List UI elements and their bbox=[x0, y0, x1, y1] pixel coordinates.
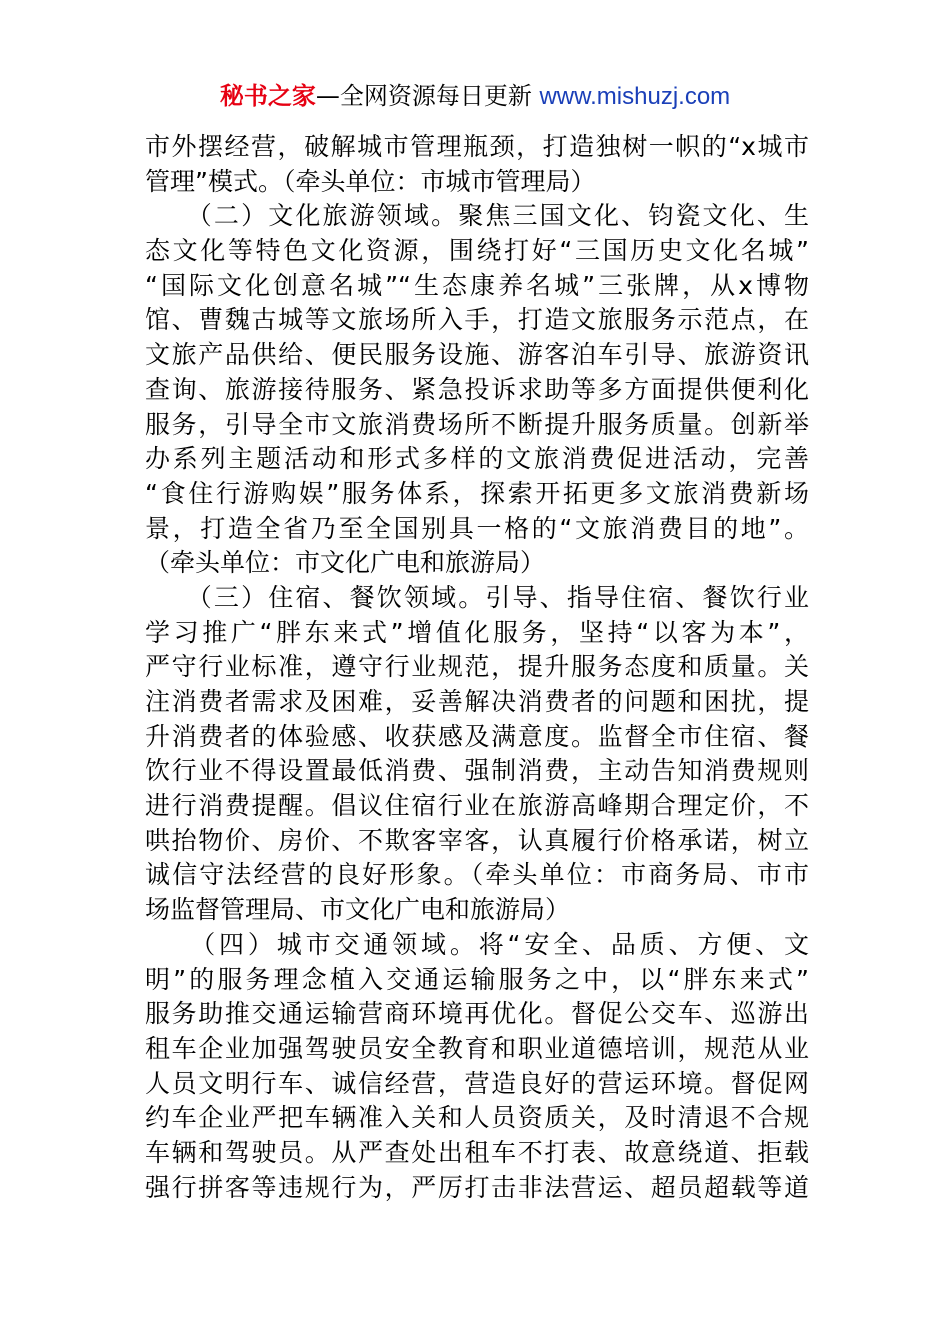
text-line: 景，打造全省乃至全国别具一格的“文旅消费目的地”。 bbox=[145, 513, 809, 543]
brand-name: 秘书之家 bbox=[219, 82, 316, 110]
text-line: 严守行业标准，遵守行业规范，提升服务态度和质量。关 bbox=[145, 652, 809, 682]
text-line: 强行拼客等违规行为，严厉打击非法营运、超员超载等道 bbox=[145, 1172, 809, 1202]
text-line: 注消费者需求及困难，妥善解决消费者的问题和困扰，提 bbox=[145, 687, 809, 716]
text-line: （二）文化旅游领域。聚焦三国文化、钧瓷文化、生 bbox=[145, 201, 809, 231]
text-line: 约车企业严把车辆准入关和人员资质关，及时清退不合规 bbox=[145, 1103, 809, 1133]
text-line: 管理”模式。（牵头单位：市城市管理局） bbox=[145, 166, 596, 196]
text-line: 诚信守法经营的良好形象。（牵头单位：市商务局、市市 bbox=[145, 860, 809, 890]
text-line: 学习推广“胖东来式”增值化服务，坚持“以客为本”， bbox=[145, 617, 809, 647]
text-line: 态文化等特色文化资源，围绕打好“三国历史文化名城” bbox=[145, 236, 809, 266]
header-tagline: —全网资源每日更新 bbox=[315, 82, 540, 110]
text-line: 哄抬物价、房价、不欺客宰客，认真履行价格承诺，树立 bbox=[145, 825, 809, 855]
site-link[interactable]: www.mishuzj.com bbox=[539, 83, 731, 110]
text-line: 查询、旅游接待服务、紧急投诉求助等多方面提供便利化 bbox=[145, 374, 809, 404]
text-line: （牵头单位：市文化广电和旅游局） bbox=[145, 548, 546, 578]
text-line: 进行消费提醒。倡议住宿行业在旅游高峰期合理定价，不 bbox=[145, 791, 809, 821]
text-line: （三）住宿、餐饮领域。引导、指导住宿、餐饮行业 bbox=[145, 582, 809, 612]
document-body bbox=[145, 130, 809, 1205]
text-line: 办系列主题活动和形式多样的文旅消费促进活动，完善 bbox=[145, 444, 809, 474]
text-line: 场监督管理局、市文化广电和旅游局） bbox=[145, 895, 571, 925]
text-line: 文旅产品供给、便民服务设施、游客泊车引导、旅游资讯 bbox=[145, 340, 809, 370]
text-line: 市外摆经营，破解城市管理瓶颈，打造独树一帜的“x城市 bbox=[145, 132, 809, 161]
text-line: 服务，引导全市文旅消费场所不断提升服务质量。创新举 bbox=[145, 409, 809, 439]
text-line: “国际文化创意名城”“生态康养名城”三张牌，从x博物 bbox=[145, 270, 809, 300]
text-line: 明”的服务理念植入交通运输服务之中，以“胖东来式” bbox=[145, 964, 809, 994]
text-line: 车辆和驾驶员。从严查处出租车不打表、故意绕道、拒载 bbox=[145, 1137, 809, 1167]
text-line: 服务助推交通运输营商环境再优化。督促公交车、巡游出 bbox=[145, 999, 809, 1029]
text-line: “食住行游购娱”服务体系，探索开拓更多文旅消费新场 bbox=[145, 478, 809, 508]
text-line: 馆、曹魏古城等文旅场所入手，打造文旅服务示范点，在 bbox=[145, 305, 809, 335]
text-line: 饮行业不得设置最低消费、强制消费，主动告知消费规则 bbox=[145, 756, 809, 786]
text-line: 租车企业加强驾驶员安全教育和职业道德培训，规范从业 bbox=[145, 1033, 809, 1063]
page-header bbox=[0, 80, 950, 113]
text-line: 人员文明行车、诚信经营，营造良好的营运环境。督促网 bbox=[145, 1068, 809, 1098]
text-line: （四）城市交通领域。将“安全、品质、方便、文 bbox=[145, 929, 809, 959]
text-line: 升消费者的体验感、收获感及满意度。监督全市住宿、餐 bbox=[145, 721, 809, 751]
